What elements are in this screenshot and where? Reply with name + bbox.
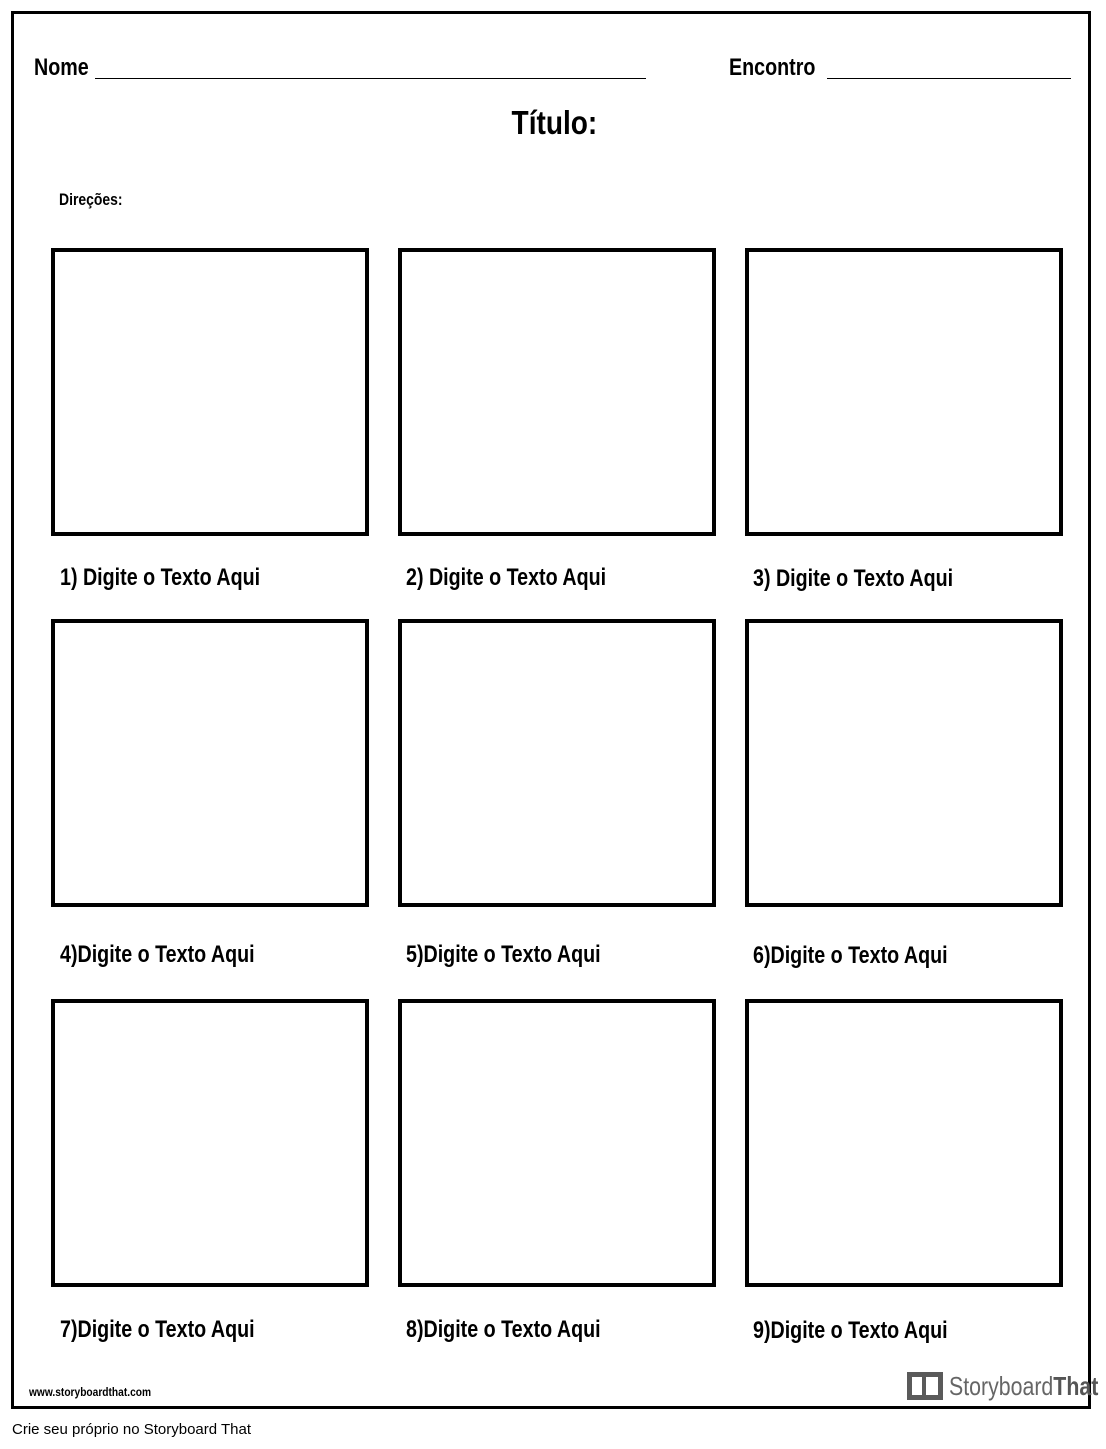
storyboard-logo-icon — [907, 1372, 943, 1400]
storyboard-panel-7[interactable] — [51, 999, 369, 1287]
date-field-line[interactable] — [827, 78, 1071, 79]
storyboard-panel-3[interactable] — [745, 248, 1063, 536]
logo-text — [949, 1371, 1098, 1402]
storyboard-panel-2[interactable] — [398, 248, 716, 536]
panel-caption-1[interactable]: 1) Digite o Texto Aqui — [60, 564, 261, 591]
title-text: Título: — [511, 104, 597, 141]
storyboard-panel-6[interactable] — [745, 619, 1063, 907]
logo-text-storyboard: Storyboard — [949, 1370, 1054, 1401]
directions-label: Direções: — [59, 190, 123, 209]
create-your-own-note[interactable]: Crie seu próprio no Storyboard That — [12, 1421, 252, 1438]
name-label: Nome — [34, 54, 89, 81]
storyboard-panel-4[interactable] — [51, 619, 369, 907]
storyboardthat-logo — [907, 1371, 1106, 1401]
website-url: www.storyboardthat.com — [29, 1385, 152, 1399]
page-title — [14, 104, 1094, 142]
panel-caption-7[interactable]: 7)Digite o Texto Aqui — [60, 1316, 255, 1343]
logo-text-that: That — [1053, 1370, 1099, 1401]
storyboard-panel-9[interactable] — [745, 999, 1063, 1287]
storyboard-panel-5[interactable] — [398, 619, 716, 907]
storyboard-panel-1[interactable] — [51, 248, 369, 536]
panel-caption-2[interactable]: 2) Digite o Texto Aqui — [406, 564, 607, 591]
panel-caption-8[interactable]: 8)Digite o Texto Aqui — [406, 1316, 601, 1343]
panel-caption-5[interactable]: 5)Digite o Texto Aqui — [406, 941, 601, 968]
panel-caption-3[interactable]: 3) Digite o Texto Aqui — [753, 565, 954, 592]
date-label: Encontro — [729, 54, 816, 81]
name-field-line[interactable] — [95, 78, 646, 79]
worksheet-page — [11, 11, 1099, 1409]
panel-caption-9[interactable]: 9)Digite o Texto Aqui — [753, 1317, 948, 1344]
panel-caption-6[interactable]: 6)Digite o Texto Aqui — [753, 942, 948, 969]
storyboard-panel-8[interactable] — [398, 999, 716, 1287]
panel-caption-4[interactable]: 4)Digite o Texto Aqui — [60, 941, 255, 968]
